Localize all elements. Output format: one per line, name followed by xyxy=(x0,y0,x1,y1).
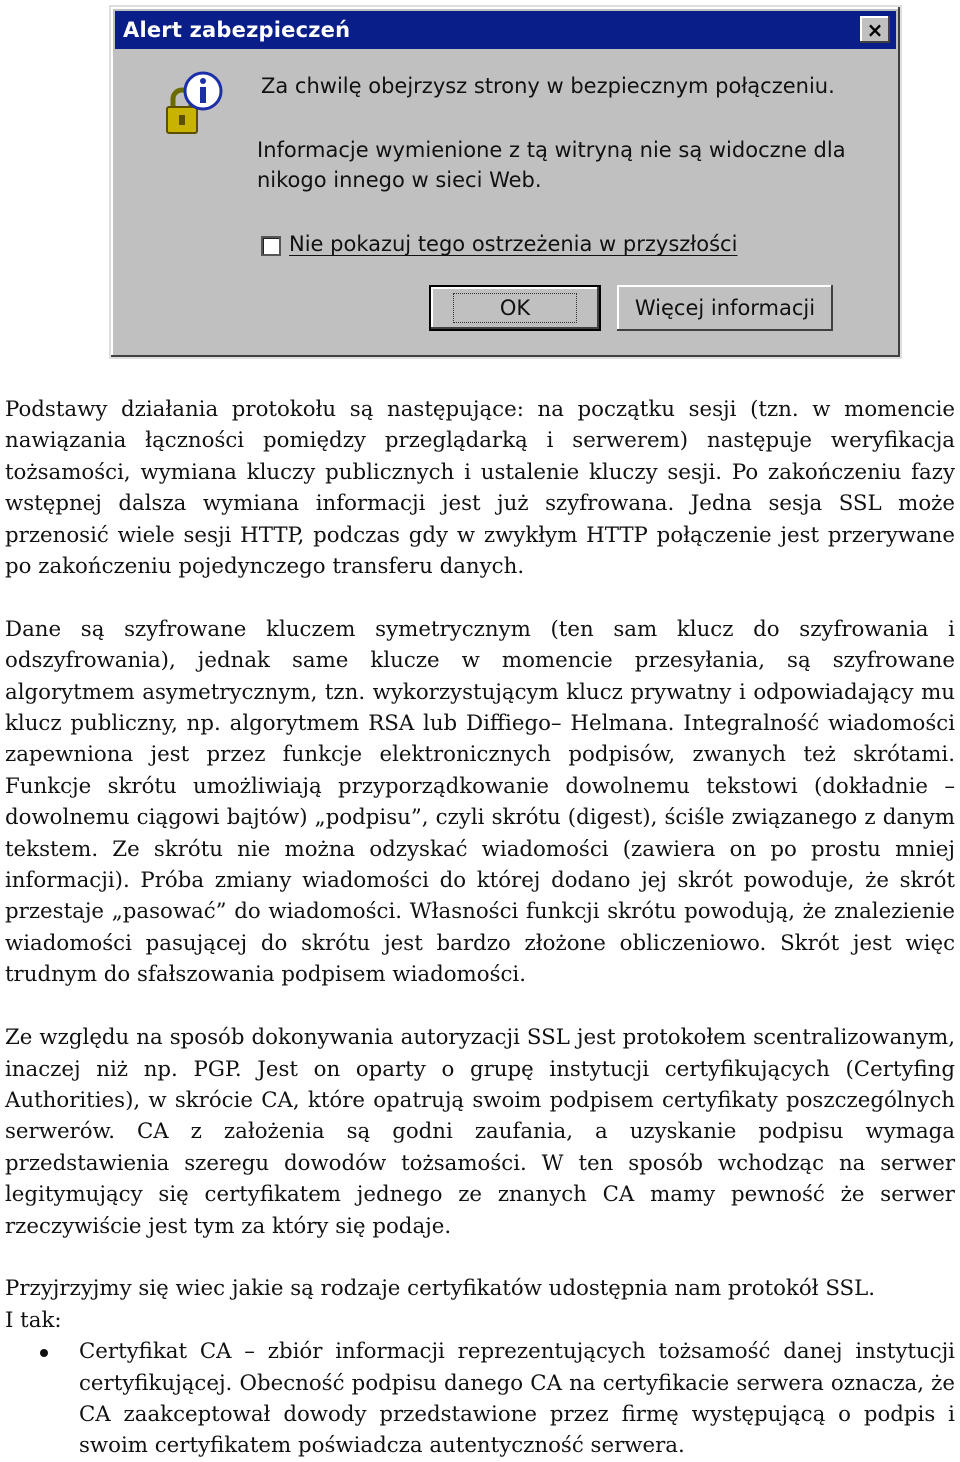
bullet-icon xyxy=(40,1349,48,1357)
lock-info-icon xyxy=(163,69,223,137)
dialog-message-secondary: Informacje wymienione z tą witryną nie są widoczne dla nikogo innego w sieci Web. xyxy=(257,138,846,192)
ok-button[interactable] xyxy=(429,285,601,331)
security-alert-screenshot xyxy=(109,5,902,359)
paragraph-ssl-basics: Podstawy działania protokołu są następujące: na początku sesji (tzn. w momencie nawiązania łączności pomiędzy przeglądarką i serwerem) następuje weryfikacja tożsamości, wymiana kluczy publicznych i ustalenie kluczy sesji. Po zakończeniu fazy wstępnej dalsza wymiana informacji jest już szyfrowana. Jedna sesja SSL może przenosić wiele sesji HTTP, podczas gdy w zwykłym HTTP połączenie jest przerywane po zakończeniu pojedynczego transferu danych. xyxy=(5,397,955,580)
certificate-types-list xyxy=(5,1336,955,1462)
list-item-text: Certyfikat CA – zbiór informacji reprezentujących tożsamość danej instytucji certyfikującej. Obecność podpisu danego CA na certyfikacie serwera oznacza, że CA zaakceptował dowody przedstawione przez firmę występującą o podpis i swoim certyfikatem poświadcza autentyczność serwera. xyxy=(79,1339,955,1459)
close-icon: × xyxy=(866,17,884,42)
dialog-titlebar xyxy=(115,11,896,49)
document-body xyxy=(5,394,955,1462)
dialog-title: Alert zabezpieczeń xyxy=(123,18,351,42)
close-button[interactable] xyxy=(860,16,890,43)
more-info-button-label: Więcej informacji xyxy=(634,296,816,320)
list-item xyxy=(5,1336,955,1462)
dont-show-checkbox-label[interactable]: Nie pokazuj tego ostrzeżenia w przyszłości xyxy=(289,232,738,256)
dialog-message-primary: Za chwilę obejrzysz strony w bezpiecznym połączeniu. xyxy=(261,74,835,98)
intro-line-2: I tak: xyxy=(5,1307,62,1333)
intro-line: Przyjrzyjmy się wiec jakie są rodzaje certyfikatów udostępnia nam protokół SSL. xyxy=(5,1276,876,1302)
paragraph-encryption: Dane są szyfrowane kluczem symetrycznym (ten sam klucz do szyfrowania i odszyfrowania), jednak same klucze w momencie przesyłania, są szyfrowane algorytmem asymetrycznym, tzn. wykorzystującym klucz prywatny i odpowiadający mu klucz publiczny, np. algorytmem RSA lub Diffiego– Helmana. Integralność wiadomości zapewniona jest przez funkcje elektronicznych podpisów, zwanych też skrótami. Funkcje skrótu umożliwiają przyporządkowanie dowolnemu tekstowi (dokładnie – dowolnemu ciągowi bajtów) „podpisu”, czyli skrótu (digest), ściśle związanego z danym tekstem. Ze skrótu nie można odzyskać wiadomości (zawiera on po prostu mniej informacji). Próba zmiany wiadomości do której dodano jej skrót powoduje, że skrót przestaje „pasować” do wiadomości. Własności funkcji skrótu powodują, że znalezienie wiadomości pasującej do skrótu jest bardzo złożone obliczeniowo. Skrót jest więc trudnym do sfałszowania podpisem wiadomości. xyxy=(5,616,955,988)
more-info-button[interactable] xyxy=(617,285,833,331)
dont-show-checkbox[interactable] xyxy=(261,236,281,256)
ok-button-label: OK xyxy=(453,293,577,323)
paragraph-authorization: Ze względu na sposób dokonywania autoryzacji SSL jest protokołem scentralizowanym, inaczej niż np. PGP. Jest on oparty o grupę instytucji certyfikujących (Certyfing Authorities), w skrócie CA, które opatrują swoim podpisem certyfikaty poszczególnych serwerów. CA z założenia są godni zaufania, a uzyskanie podpisu wymaga przedstawienia szeregu dowodów tożsamości. W ten sposób wchodząc na serwer legitymujący się certyfikatem jednego ze znanych CA mamy pewność że serwer rzeczywiście jest tym za który się podaje. xyxy=(5,1025,955,1239)
paragraph-intro xyxy=(5,1273,955,1336)
